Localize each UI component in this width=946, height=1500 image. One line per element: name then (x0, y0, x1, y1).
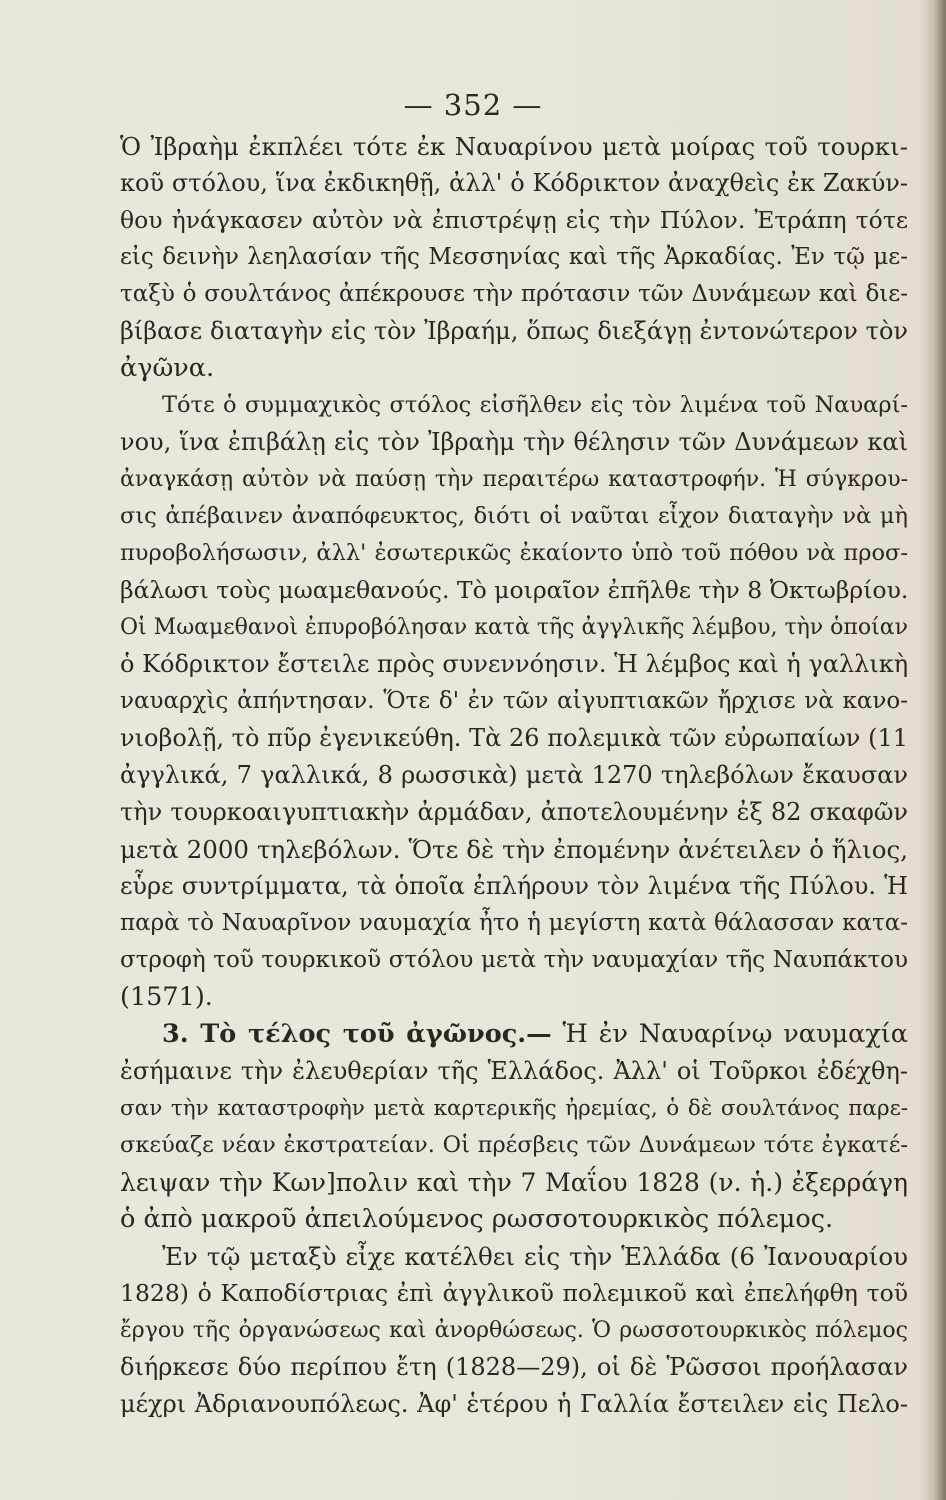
text-line: Ὁ Ἰβραὴμ ἐκπλέει τότε ἐκ Ναυαρίνου μετὰ μοίρας τοῦ τουρκι- (120, 132, 908, 161)
text-line: ἀγῶνα. (120, 353, 215, 383)
text-line: ὁ Κόδρικτον ἔστειλε πρὸς συνεννόησιν. Ἡ λέμβος καὶ ἡ γαλλικὴ (120, 650, 908, 678)
text-line: ἀναγκάσῃ αὐτὸν νὰ παύσῃ τὴν περαιτέρω καταστροφήν. Ἡ σύγκρου- (120, 467, 908, 492)
text-line: μετὰ 2000 τηλεβόλων. Ὅτε δὲ τὴν ἐπομένην ἀνέτειλεν ὁ ἥλιος, (120, 835, 908, 864)
text-line: ἐσήμαινε τὴν ἐλευθερίαν τῆς Ἑλλάδος. Ἀλλ' οἱ Τοῦρκοι ἐδέχθη- (120, 1057, 908, 1085)
text-line: στροφὴ τοῦ τουρκικοῦ στόλου μετὰ τὴν ναυμαχίαν τῆς Ναυπάκτου (120, 947, 908, 973)
text-line: (1571). (120, 982, 213, 1012)
text-line: μέχρι Ἀδριανουπόλεως. Ἀφ' ἑτέρου ἡ Γαλλία ἔστειλεν εἰς Πελο- (120, 1390, 908, 1418)
binding-shadow (920, 0, 946, 1500)
text-line: βάλωσι τοὺς μωαμεθανούς. Τὸ μοιραῖον ἐπῆλθε τὴν 8 Ὀκτωβρίου. (120, 576, 908, 604)
text-line: ἀγγλικά, 7 γαλλικά, 8 ρωσσικὰ) μετὰ 1270 τηλεβόλων ἔκαυσαν (120, 761, 908, 789)
text-line: ταξὺ ὁ σουλτάνος ἀπέκρουσε τὴν πρότασιν τῶν Δυνάμεων καὶ διε- (120, 281, 908, 307)
text-line: θου ἠνάγκασεν αὐτὸν νὰ ἐπιστρέψῃ εἰς τὴν Πύλον. Ἐτράπη τότε (120, 206, 908, 234)
text-line: κοῦ στόλου, ἵνα ἐκδικηθῇ, ἀλλ' ὁ Κόδρικτον ἀναχθεὶς ἐκ Ζακύν- (120, 169, 908, 197)
text-line: ὁ ἀπὸ μακροῦ ἀπειλούμενος ρωσσοτουρκικὸς πόλεμος. (120, 1204, 834, 1234)
text-line: βίβασε διαταγὴν εἰς τὸν Ἰβραήμ, ὅπως διεξάγῃ ἐντονώτερον τὸν (120, 317, 908, 345)
section-heading: 3. Τὸ τέλος τοῦ ἀγῶνος.— (162, 1019, 552, 1049)
text-line: λειψαν τὴν Κων]πολιν καὶ τὴν 7 Μαΐου 1828 (ν. ἡ.) ἐξερράγη (120, 1168, 908, 1197)
text-line: νιοβολῇ, τὸ πῦρ ἐγενικεύθη. Τὰ 26 πολεμικὰ τῶν εὐρωπαίων (11 (120, 724, 908, 752)
text-line: 1828) ὁ Καποδίστριας ἐπὶ ἀγγλικοῦ πολεμικοῦ καὶ ἐπελήφθη τοῦ (120, 1279, 908, 1307)
section-paragraph-start (120, 1016, 908, 1053)
body-text (120, 128, 908, 1423)
text-line: νου, ἵνα ἐπιβάλῃ εἰς τὸν Ἰβραὴμ τὴν θέλησιν τῶν Δυνάμεων καὶ (120, 428, 908, 456)
text-line: τὴν τουρκοαιγυπτιακὴν ἀρμάδαν, ἀποτελουμένην ἐξ 82 σκαφῶν (120, 798, 908, 826)
text-line: διήρκεσε δύο περίπου ἔτη (1828—29), οἱ δὲ Ῥῶσσοι προήλασαν (120, 1353, 908, 1381)
page-number: — 352 — (403, 88, 543, 122)
text-line: ναυαρχὶς ἀπήντησαν. Ὅτε δ' ἐν τῶν αἰγυπτιακῶν ἤρχισε νὰ κανο- (120, 688, 908, 714)
text-line: παρὰ τὸ Ναυαρῖνον ναυμαχία ἦτο ἡ μεγίστη κατὰ θάλασσαν κατα- (120, 910, 908, 936)
text-line: πυροβολήσωσιν, ἀλλ' ἐσωτερικῶς ἐκαίοντο ὑπὸ τοῦ πόθου νὰ προσ- (120, 540, 908, 566)
text-line: σις ἀπέβαινεν ἀναπόφευκτος, διότι οἱ ναῦται εἶχον διαταγὴν νὰ μὴ (120, 503, 908, 529)
text-line: Ἡ ἐν Ναυαρίνῳ ναυμαχία (562, 1019, 908, 1049)
text-line: σκεύαζε νέαν ἐκστρατείαν. Οἱ πρέσβεις τῶν Δυνάμεων τότε ἐγκατέ- (120, 1132, 908, 1158)
text-line: σαν τὴν καταστροφὴν μετὰ καρτερικῆς ἠρεμίας, ὁ δὲ σουλτάνος παρε- (120, 1096, 908, 1121)
text-line: Οἱ Μωαμεθανοὶ ἐπυροβόλησαν κατὰ τῆς ἀγγλικῆς λέμβου, τὴν ὁποίαν (120, 615, 908, 640)
text-line: εἰς δεινὴν λεηλασίαν τῆς Μεσσηνίας καὶ τῆς Ἀρκαδίας. Ἐν τῷ με- (120, 244, 908, 270)
text-line: Τότε ὁ συμμαχικὸς στόλος εἰσῆλθεν εἰς τὸν λιμένα τοῦ Ναυαρί- (162, 392, 908, 418)
text-line: εὗρε συντρίμματα, τὰ ὁποῖα ἐπλήρουν τὸν λιμένα τῆς Πύλου. Ἡ (120, 872, 908, 900)
text-line: Ἐν τῷ μεταξὺ εἶχε κατέλθει εἰς τὴν Ἑλλάδα (6 Ἰανουαρίου (162, 1242, 908, 1271)
text-line: ἔργου τῆς ὀργανώσεως καὶ ἀνορθώσεως. Ὁ ρωσσοτουρκικὸς πόλεμος (120, 1318, 908, 1343)
